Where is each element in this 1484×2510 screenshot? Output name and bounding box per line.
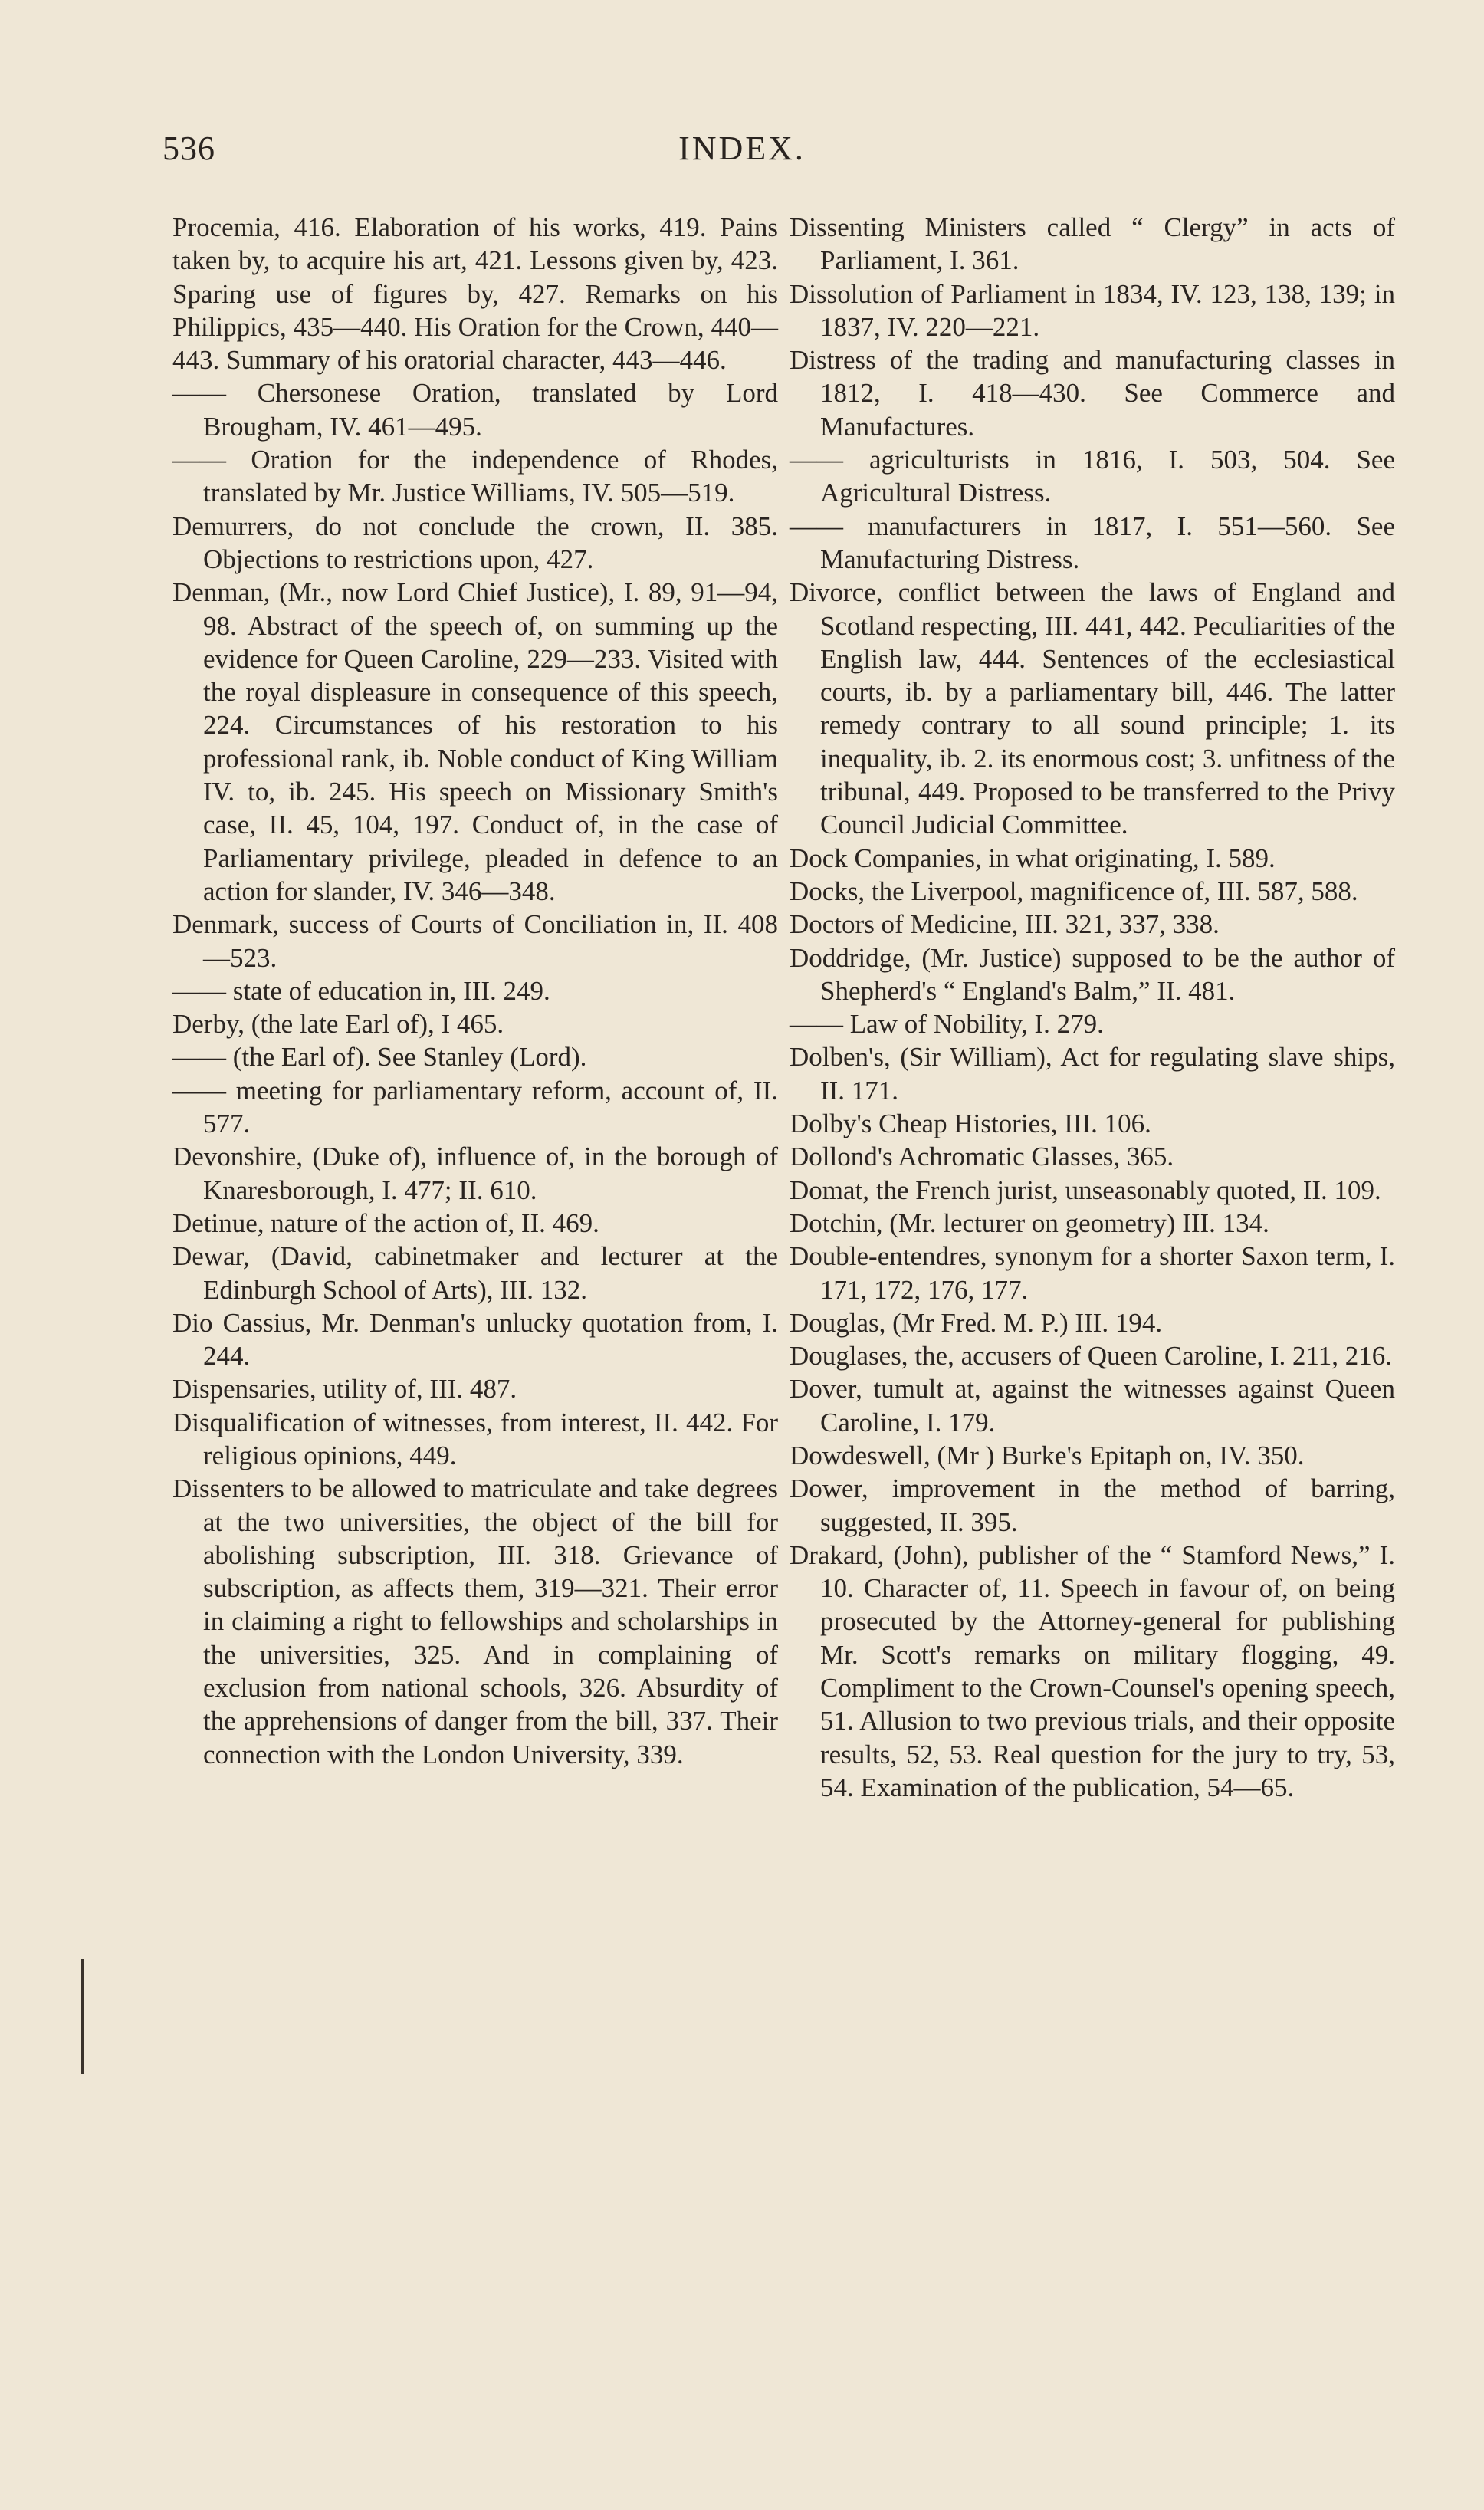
index-entry: Doddridge, (Mr. Justice) supposed to be the author of Shepherd's “ England's Balm,” II. 481.: [790, 942, 1395, 1006]
index-entry: —— meeting for parliamentary reform, account of, II. 577.: [172, 1075, 778, 1139]
index-entry: Derby, (the late Earl of), I 465.: [172, 1009, 504, 1040]
index-entry: Dolby's Cheap Histories, III. 106.: [790, 1109, 1151, 1139]
page-number: 536: [163, 130, 215, 167]
index-entry: Double-entendres, synonym for a shorter Saxon term, I. 171, 172, 176, 177.: [790, 1241, 1395, 1305]
index-entry: Dowdeswell, (Mr ) Burke's Epitaph on, IV. 350.: [790, 1440, 1305, 1470]
left-column: [172, 211, 778, 1771]
index-entry: Dock Companies, in what originating, I. 589.: [790, 843, 1276, 873]
index-entry: Procemia, 416. Elaboration of his works, 419. Pains taken by, to acquire his art, 421. Lessons given by, 423. Sparing use of figures by, 427. Remarks on his Philippics, 435—440. His Oration for the Crown, 440—443. Summary of his oratorial character, 443—446.: [172, 212, 778, 376]
index-entry: —— manufacturers in 1817, I. 551—560. See Manufacturing Distress.: [790, 511, 1395, 574]
index-entry: Dower, improvement in the method of barring, suggested, II. 395.: [790, 1473, 1395, 1537]
index-entry: —— state of education in, III. 249.: [172, 975, 550, 1006]
index-entry: Denmark, success of Courts of Conciliation in, II. 408—523.: [172, 909, 778, 973]
index-entry: Detinue, nature of the action of, II. 469.: [172, 1207, 599, 1238]
index-entry: Dio Cassius, Mr. Denman's unlucky quotation from, I. 244.: [172, 1307, 778, 1372]
index-entry: —— Chersonese Oration, translated by Lord Brougham, IV. 461—495.: [172, 378, 778, 442]
index-entry: —— agriculturists in 1816, I. 503, 504. See Agricultural Distress.: [790, 445, 1395, 508]
margin-mark: [81, 1959, 84, 2074]
index-entry: —— (the Earl of). See Stanley (Lord).: [172, 1042, 587, 1073]
index-entry: Dewar, (David, cabinetmaker and lecturer at the Edinburgh School of Arts), III. 132.: [172, 1241, 778, 1305]
index-entry: Dissenters to be allowed to matriculate and take degrees at the two universities, the object of the bill for abolishing subscription, III. 318. Grievance of subscription, as affects them, 319—321. Their error in claiming a right to fellowships and scholarships in the universities, 325. And in complaining of exclusion from national schools, 326. Absurdity of the apprehensions of danger from the bill, 337. Their connection with the London University, 339.: [172, 1473, 778, 1769]
right-column: [790, 211, 1395, 1804]
index-entry: Doctors of Medicine, III. 321, 337, 338.: [790, 909, 1220, 940]
index-entry: Dissenting Ministers called “ Clergy” in acts of Parliament, I. 361.: [790, 212, 1395, 276]
index-entry: Dover, tumult at, against the witnesses against Queen Caroline, I. 179.: [790, 1374, 1395, 1437]
index-entry: Dolben's, (Sir William), Act for regulating slave ships, II. 171.: [790, 1042, 1395, 1106]
index-entry: Denman, (Mr., now Lord Chief Justice), I. 89, 91—94, 98. Abstract of the speech of, on summing up the evidence for Queen Caroline, 229—233. Visited with the royal displeasure in consequence of this speech, 224. Circumstances of his restoration to his professional rank, ib. Noble conduct of King William IV. to, ib. 245. His speech on Missionary Smith's case, II. 45, 104, 197. Conduct of, in the case of Parliamentary privilege, pleaded in defence to an action for slander, IV. 346—348.: [172, 577, 778, 906]
index-entry: Dotchin, (Mr. lecturer on geometry) III. 134.: [790, 1207, 1269, 1238]
index-entry: Dissolution of Parliament in 1834, IV. 123, 138, 139; in 1837, IV. 220—221.: [790, 278, 1395, 342]
index-entry: —— Law of Nobility, I. 279.: [790, 1009, 1104, 1040]
index-entry: Divorce, conflict between the laws of England and Scotland respecting, III. 441, 442. Peculiarities of the English law, 444. Sentences of the ecclesiastical courts, ib. by a parliamentary bill, 446. The latter remedy contrary to all sound principle; 1. its inequality, ib. 2. its enormous cost; 3. unfitness of the tribunal, 449. Proposed to be transferred to the Privy Council Judicial Committee.: [790, 577, 1395, 840]
index-entry: Douglas, (Mr Fred. M. P.) III. 194.: [790, 1307, 1163, 1338]
index-entry: Disqualification of witnesses, from interest, II. 442. For religious opinions, 449.: [172, 1407, 778, 1470]
index-entry: Dispensaries, utility of, III. 487.: [172, 1374, 517, 1404]
index-entry: Dollond's Achromatic Glasses, 365.: [790, 1142, 1174, 1172]
index-entry: Douglases, the, accusers of Queen Caroline, I. 211, 216.: [790, 1341, 1392, 1372]
index-entry: Drakard, (John), publisher of the “ Stamford News,” I. 10. Character of, 11. Speech in favour of, on being prosecuted by the Attorney-general for publishing Mr. Scott's remarks on military flogging, 49. Compliment to the Crown-Counsel's opening speech, 51. Allusion to two previous trials, and their opposite results, 52, 53. Real question for the jury to try, 53, 54. Examination of the publication, 54—65.: [790, 1539, 1395, 1802]
index-entry: Docks, the Liverpool, magnificence of, III. 587, 588.: [790, 876, 1358, 906]
running-title: INDEX.: [678, 130, 806, 167]
index-entry: —— Oration for the independence of Rhodes, translated by Mr. Justice Williams, IV. 505—519.: [172, 445, 778, 508]
index-entry: Distress of the trading and manufacturing classes in 1812, I. 418—430. See Commerce and Manufactures.: [790, 345, 1395, 442]
index-entry: Devonshire, (Duke of), influence of, in the borough of Knaresborough, I. 477; II. 610.: [172, 1142, 778, 1205]
index-entry: Demurrers, do not conclude the crown, II. 385. Objections to restrictions upon, 427.: [172, 511, 778, 574]
index-entry: Domat, the French jurist, unseasonably quoted, II. 109.: [790, 1175, 1381, 1205]
